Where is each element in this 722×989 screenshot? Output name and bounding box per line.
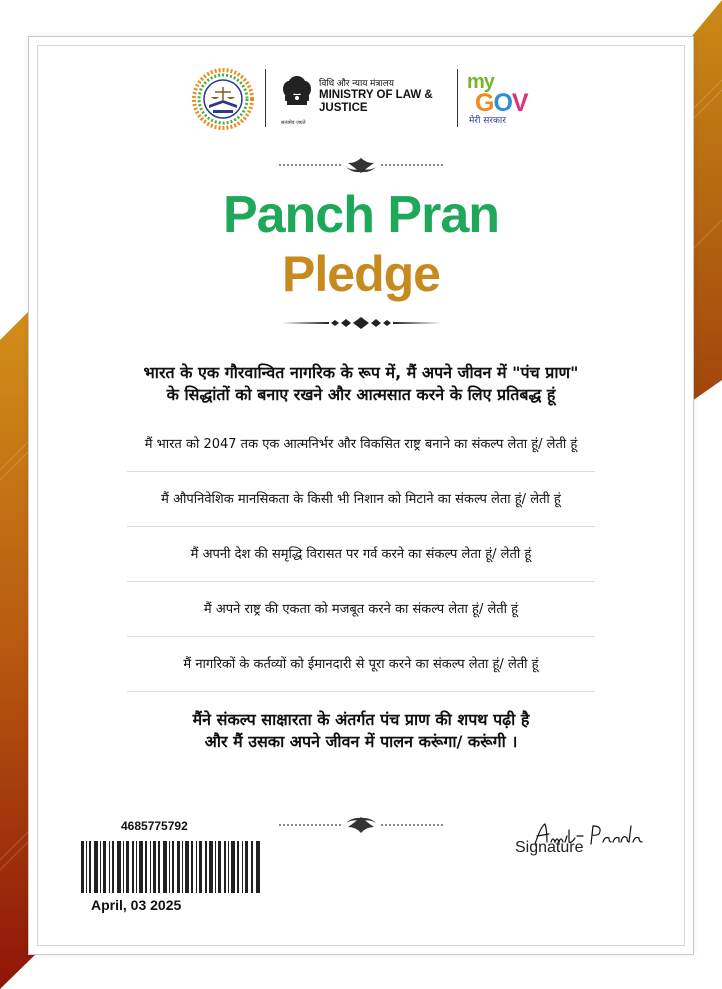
mygov-my: my bbox=[467, 71, 494, 93]
mygov-logo bbox=[467, 71, 537, 127]
logo-divider bbox=[457, 69, 458, 127]
sankalp-saksharta-logo bbox=[191, 67, 255, 131]
mygov-tagline: मेरी सरकार bbox=[469, 116, 506, 126]
title-panch-pran: Panch Pran bbox=[222, 186, 500, 244]
intro-line-1: भारत के एक गौरवान्वित नागरिक के रूप में, मैं अपने जीवन में "पंच प्राण" bbox=[143, 363, 579, 382]
pledge-divider bbox=[127, 471, 595, 472]
certificate-card bbox=[28, 36, 694, 955]
pledge-divider bbox=[127, 526, 595, 527]
mygov-gov: GOV bbox=[475, 89, 528, 117]
ministry-name bbox=[319, 78, 459, 115]
title-pledge: Pledge bbox=[282, 246, 440, 302]
pledge-item-4: मैं अपने राष्ट्र की एकता को मजबूत करने का संकल्प लेता हूं/ लेती हूं bbox=[203, 602, 519, 617]
closing-statement bbox=[69, 709, 653, 753]
signature-label: Signature bbox=[515, 839, 584, 856]
pledge-item-5: मैं नागरिकों के कर्तव्यों को ईमानदारी से पूरा करने का संकल्प लेता हूं/ लेती हूं bbox=[183, 657, 539, 672]
pledge-divider bbox=[127, 691, 595, 692]
top-ornament bbox=[276, 155, 446, 175]
certificate-number: 4685775792 bbox=[121, 819, 188, 833]
bottom-ornament bbox=[276, 815, 446, 835]
pledge-divider bbox=[127, 636, 595, 637]
ministry-name-line2: JUSTICE bbox=[319, 102, 368, 114]
logo-divider bbox=[265, 69, 266, 127]
pledge-divider bbox=[127, 581, 595, 582]
ministry-name-hindi: विधि और न्याय मंत्रालय bbox=[319, 78, 395, 88]
ministry-name-line1: MINISTRY OF LAW & bbox=[319, 89, 433, 101]
intro-line-2: के सिद्धांतों को बनाए रखने और आत्मसात करने के लिए प्रतिबद्ध हूं bbox=[166, 385, 556, 404]
dots-left bbox=[279, 164, 341, 166]
barcode bbox=[81, 841, 261, 893]
title-divider-ornament bbox=[281, 317, 441, 329]
national-emblem-icon bbox=[279, 73, 315, 127]
pledge-item-1: मैं भारत को 2047 तक एक आत्मनिर्भर और विकसित राष्ट्र बनाने का संकल्प लेता हूं/ लेती हूं bbox=[144, 437, 578, 452]
issue-date: April, 03 2025 bbox=[91, 897, 182, 913]
pledge-item-3: मैं अपनी देश की समृद्धि विरासत पर गर्व करने का संकल्प लेता हूं/ लेती हूं bbox=[190, 547, 532, 562]
closing-line-1: मैंने संकल्प साक्षारता के अंतर्गत पंच प्राण की शपथ पढ़ी है bbox=[192, 710, 530, 729]
intro-statement bbox=[69, 362, 653, 406]
emblem-motto: सत्यमेव जयते bbox=[281, 120, 306, 126]
pledge-item-2: मैं औपनिवेशिक मानसिकता के किसी भी निशान को मिटाने का संकल्प लेता हूं/ लेती हूं bbox=[161, 492, 561, 507]
logo-bar bbox=[29, 67, 693, 131]
closing-line-2: और मैं उसका अपने जीवन में पालन करूंगा/ करूंगी । bbox=[204, 732, 518, 751]
